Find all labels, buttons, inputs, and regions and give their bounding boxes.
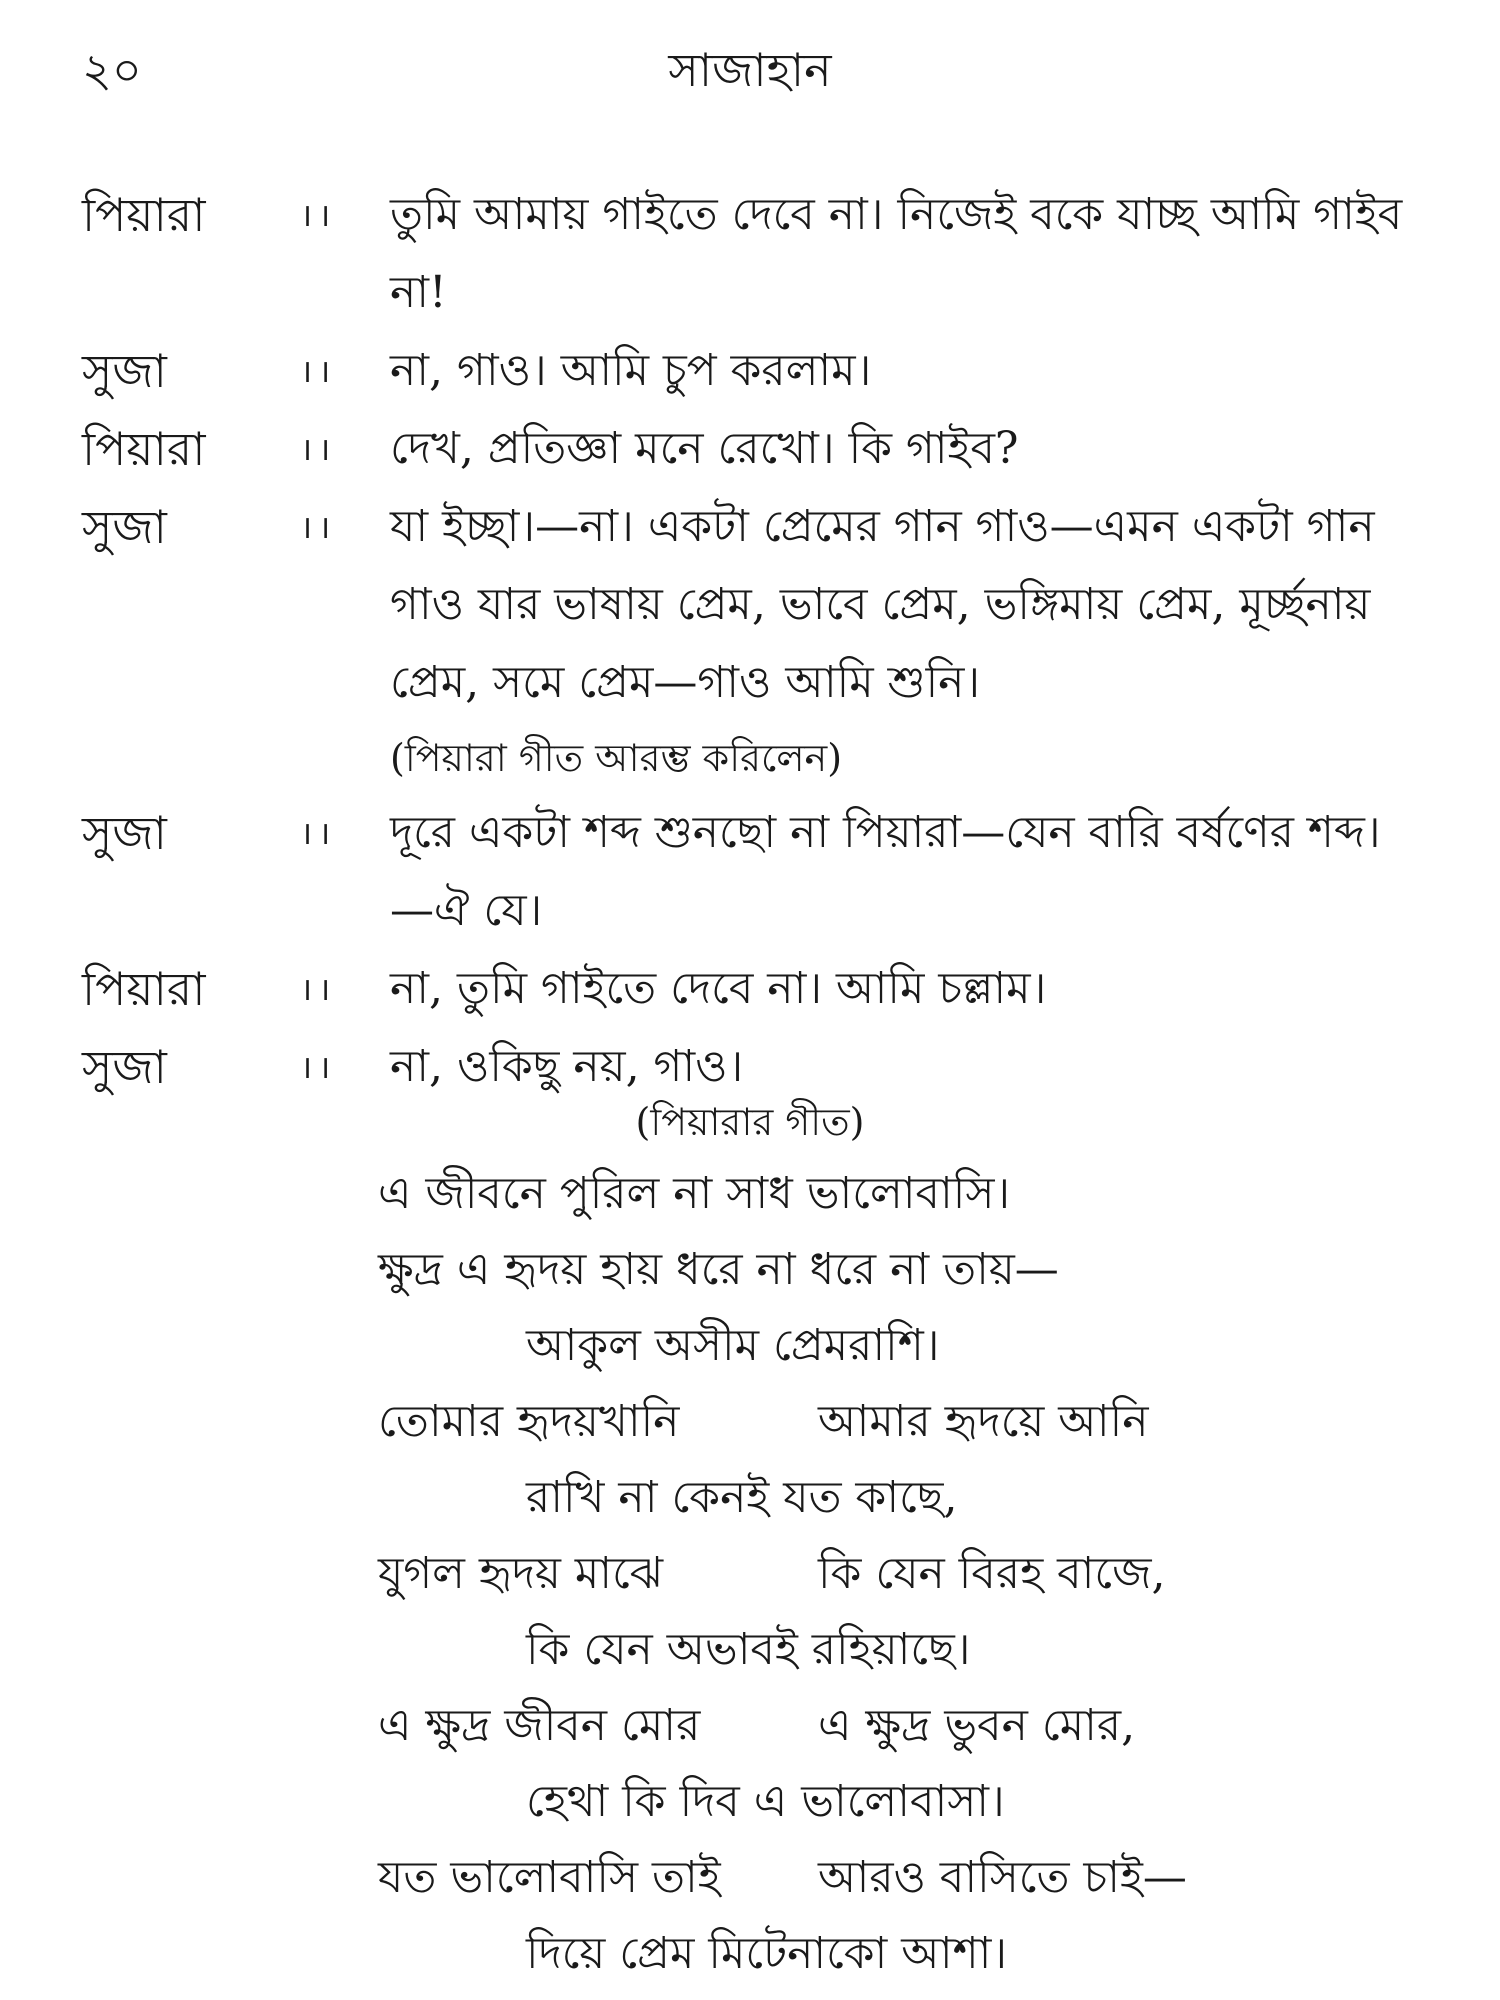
song-line bbox=[0, 1460, 1500, 1536]
stage-direction: (পিয়ারা গীত আরম্ভ করিলেন) bbox=[390, 736, 843, 780]
song-line bbox=[0, 1384, 1500, 1460]
song-heading: (পিয়ারার গীত) bbox=[635, 1100, 865, 1144]
running-title: সাজাহান bbox=[668, 43, 832, 97]
speech-line: না! bbox=[390, 267, 447, 318]
dialogue-entry bbox=[0, 410, 1500, 488]
dialogue-entry bbox=[0, 794, 1500, 950]
song-line bbox=[0, 1916, 1500, 1992]
speech-line: তুমি আমায় গাইতে দেবে না। নিজেই বকে যাচ্ছ আমি গাইব bbox=[390, 189, 1403, 240]
speaker-separator: ।। bbox=[300, 430, 337, 468]
song-line bbox=[0, 1536, 1500, 1612]
speech-text bbox=[390, 950, 1440, 1028]
song-line-part: যত ভালোবাসি তাই bbox=[378, 1852, 721, 1903]
song-line-part: এ ক্ষুদ্র ভুবন মোর, bbox=[818, 1700, 1136, 1751]
song-line bbox=[0, 1840, 1500, 1916]
speech-line: দূরে একটা শব্দ শুনছো না পিয়ারা—যেন বারি বর্ষণের শব্দ। bbox=[390, 807, 1381, 858]
dialogue-entry bbox=[0, 488, 1500, 722]
speech-text bbox=[390, 410, 1440, 488]
speaker-name: সুজা bbox=[82, 344, 167, 398]
speaker-name: পিয়ারা bbox=[82, 422, 206, 476]
song-line-part: দিয়ে প্রেম মিটেনাকো আশা। bbox=[526, 1928, 1008, 1979]
speaker-name: সুজা bbox=[82, 1040, 167, 1094]
dialogue-entry bbox=[0, 176, 1500, 332]
speech-line: প্রেম, সমে প্রেম—গাও আমি শুনি। bbox=[390, 657, 981, 708]
dialogue-block bbox=[0, 176, 1500, 1106]
song-line-part: কি যেন অভাবই রহিয়াছে। bbox=[526, 1624, 971, 1675]
speaker-separator: ।। bbox=[300, 196, 337, 234]
song-line-part: যুগল হৃদয় মাঝে bbox=[378, 1548, 664, 1599]
song-line-part: আকুল অসীম প্রেমরাশি। bbox=[526, 1320, 940, 1371]
speech-line: দেখ, প্রতিজ্ঞা মনে রেখো। কি গাইব? bbox=[390, 423, 1019, 474]
speech-text bbox=[390, 488, 1440, 722]
speech-text bbox=[390, 332, 1440, 410]
page-number: ২০ bbox=[82, 43, 142, 97]
song-line-part: আমার হৃদয়ে আনি bbox=[818, 1396, 1149, 1447]
song-line-part: ক্ষুদ্র এ হৃদয় হায় ধরে না ধরে না তায়— bbox=[378, 1244, 1059, 1295]
song-line-part: কি যেন বিরহ বাজে, bbox=[818, 1548, 1166, 1599]
song-line bbox=[0, 1688, 1500, 1764]
speaker-name: পিয়ারা bbox=[82, 188, 206, 242]
song-line bbox=[0, 1232, 1500, 1308]
speech-line: না, ওকিছু নয়, গাও। bbox=[390, 1041, 744, 1092]
speaker-separator: ।। bbox=[300, 352, 337, 390]
speech-line: না, গাও। আমি চুপ করলাম। bbox=[390, 345, 872, 396]
song-line bbox=[0, 1612, 1500, 1688]
speech-line: গাও যার ভাষায় প্রেম, ভাবে প্রেম, ভঙ্গিমায় প্রেম, মূর্চ্ছনায় bbox=[390, 579, 1371, 630]
speaker-name: সুজা bbox=[82, 806, 167, 860]
song-line-part: হেথা কি দিব এ ভালোবাসা। bbox=[526, 1776, 1005, 1827]
song-line bbox=[0, 1764, 1500, 1840]
speaker-separator: ।। bbox=[300, 508, 337, 546]
song-line-part: রাখি না কেনই যত কাছে, bbox=[526, 1472, 958, 1523]
song-line-part: এ জীবনে পুরিল না সাধ ভালোবাসি। bbox=[378, 1168, 1011, 1219]
song-block bbox=[0, 1156, 1500, 1992]
speech-line: —ঐ যে। bbox=[390, 885, 543, 936]
speaker-name: পিয়ারা bbox=[82, 962, 206, 1016]
song-line bbox=[0, 1156, 1500, 1232]
dialogue-entry bbox=[0, 950, 1500, 1028]
speech-text bbox=[390, 176, 1440, 332]
speaker-separator: ।। bbox=[300, 814, 337, 852]
song-line-part: আরও বাসিতে চাই— bbox=[818, 1852, 1187, 1903]
speaker-separator: ।। bbox=[300, 970, 337, 1008]
speech-line: যা ইচ্ছা।—না। একটা প্রেমের গান গাও—এমন একটা গান bbox=[390, 501, 1375, 552]
dialogue-entry bbox=[0, 332, 1500, 410]
song-line-part: তোমার হৃদয়খানি bbox=[378, 1396, 680, 1447]
song-line-part: এ ক্ষুদ্র জীবন মোর bbox=[378, 1700, 701, 1751]
song-line bbox=[0, 1308, 1500, 1384]
speaker-separator: ।। bbox=[300, 1048, 337, 1086]
speech-text bbox=[390, 794, 1440, 950]
speaker-name: সুজা bbox=[82, 500, 167, 554]
speech-line: না, তুমি গাইতে দেবে না। আমি চল্লাম। bbox=[390, 963, 1047, 1014]
